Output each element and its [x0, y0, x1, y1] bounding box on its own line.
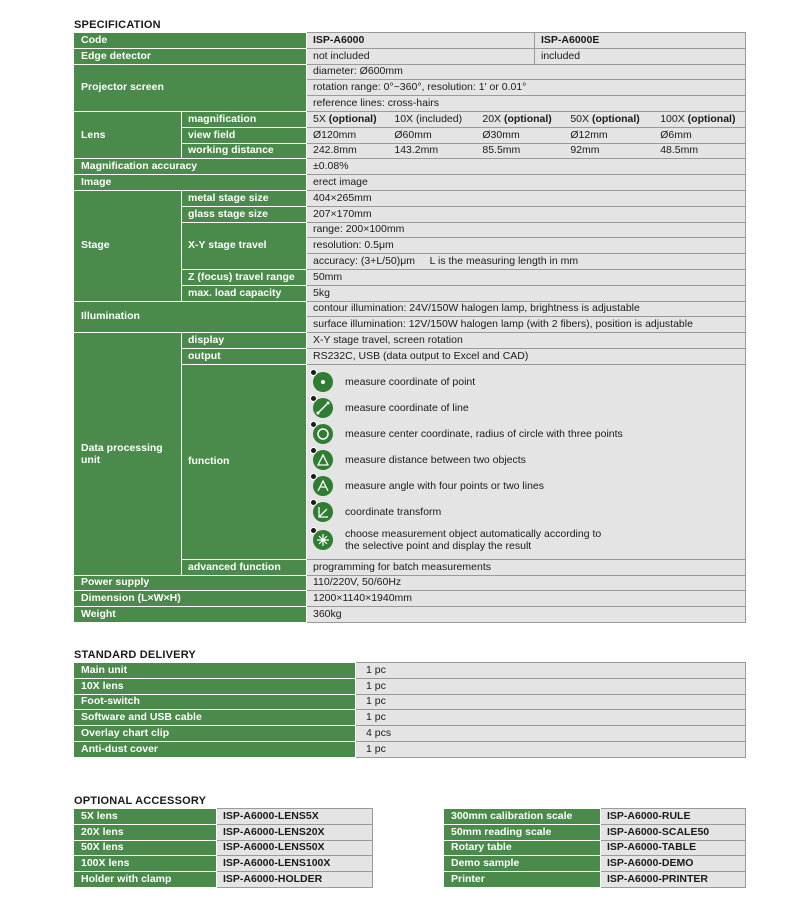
table-row	[75, 872, 373, 888]
function-item	[313, 395, 745, 421]
accessory-code: ISP-A6000-TABLE	[601, 840, 746, 856]
accessory-code: ISP-A6000-PRINTER	[601, 872, 746, 888]
line-icon	[313, 398, 333, 418]
table-row	[75, 663, 746, 679]
lens-working: 242.8mm	[313, 144, 357, 157]
accessory-code: ISP-A6000-RULE	[601, 809, 746, 825]
lens-working: 143.2mm	[394, 144, 439, 157]
function-text: measure angle with four points or two lines	[345, 479, 545, 492]
accessory-item: 50mm reading scale	[445, 824, 601, 840]
lens-working-values	[307, 143, 746, 159]
illumination-label: Illumination	[75, 301, 307, 333]
function-item	[313, 447, 745, 473]
accessory-item: 5X lens	[75, 809, 217, 825]
weight-value: 360kg	[307, 607, 746, 623]
edge-a: not included	[307, 48, 535, 64]
accessory-item: Rotary table	[445, 840, 601, 856]
advanced-function-value: programming for batch measurements	[307, 559, 746, 575]
power-value: 110/220V, 50/60Hz	[307, 575, 746, 591]
data-processing-label: Data processing unit	[75, 333, 182, 575]
function-item	[313, 421, 745, 447]
projector-label: Projector screen	[75, 64, 307, 111]
illumination-line: surface illumination: 12V/150W halogen lamp (with 2 fibers), position is adjustable	[307, 317, 746, 333]
angle-icon	[313, 476, 333, 496]
accessory-code: ISP-A6000-LENS5X	[217, 809, 373, 825]
circle-icon	[313, 424, 333, 444]
z-travel-value: 50mm	[307, 269, 746, 285]
table-row	[445, 856, 746, 872]
function-label: function	[182, 364, 307, 559]
stage-label: Stage	[75, 190, 182, 301]
function-text: measure coordinate of line	[345, 401, 469, 414]
mag-accuracy-value: ±0.08%	[307, 159, 746, 175]
lens-view-values	[307, 127, 746, 143]
lens-view: Ø120mm	[313, 128, 357, 141]
output-value: RS232C, USB (data output to Excel and CAD)	[307, 348, 746, 364]
coordinate-transform-icon	[313, 502, 333, 522]
function-item	[313, 499, 745, 525]
table-row	[75, 741, 746, 757]
xy-travel-line: accuracy: (3+L/50)μm L is the measuring length in mm	[307, 254, 746, 270]
standard-delivery-title: STANDARD DELIVERY	[74, 649, 196, 661]
glass-stage-label: glass stage size	[182, 206, 307, 222]
accessory-item: Holder with clamp	[75, 872, 217, 888]
table-row	[445, 840, 746, 856]
specification-title: SPECIFICATION	[74, 19, 161, 31]
table-row	[75, 824, 373, 840]
weight-label: Weight	[75, 607, 307, 623]
lens-mag: 100X	[660, 112, 685, 125]
delivery-item: Software and USB cable	[75, 710, 356, 726]
delivery-item: Foot-switch	[75, 694, 356, 710]
glass-stage-value: 207×170mm	[307, 206, 746, 222]
lens-magnification-values	[307, 111, 746, 127]
metal-stage-label: metal stage size	[182, 190, 307, 206]
delivery-qty: 1 pc	[356, 694, 746, 710]
lens-magnification-label: magnification	[182, 111, 307, 127]
delivery-item: Overlay chart clip	[75, 726, 356, 742]
function-item	[313, 473, 745, 499]
table-row	[445, 872, 746, 888]
lens-working: 85.5mm	[482, 144, 521, 157]
accessory-code: ISP-A6000-HOLDER	[217, 872, 373, 888]
lens-mag: 50X	[570, 112, 590, 125]
lens-mag-note: (optional)	[328, 112, 377, 125]
display-label: display	[182, 333, 307, 349]
delivery-item: 10X lens	[75, 678, 356, 694]
code-label: Code	[75, 33, 307, 49]
z-travel-label: Z (focus) travel range	[182, 269, 307, 285]
load-label: max. load capacity	[182, 285, 307, 301]
image-value: erect image	[307, 175, 746, 191]
mag-accuracy-label: Magnification accuracy	[75, 159, 307, 175]
projector-line: diameter: Ø600mm	[307, 64, 746, 80]
lens-mag-note: (optional)	[687, 112, 736, 125]
accessory-code: ISP-A6000-LENS20X	[217, 824, 373, 840]
delivery-qty: 1 pc	[356, 710, 746, 726]
table-row	[75, 809, 373, 825]
point-icon	[313, 372, 333, 392]
accessory-item: Demo sample	[445, 856, 601, 872]
table-row	[75, 710, 746, 726]
function-list	[307, 364, 746, 559]
display-value: X-Y stage travel, screen rotation	[307, 333, 746, 349]
accessory-item: 100X lens	[75, 856, 217, 872]
xy-travel-label: X-Y stage travel	[182, 222, 307, 269]
lens-mag-note: (optional)	[591, 112, 640, 125]
metal-stage-value: 404×265mm	[307, 190, 746, 206]
code-a: ISP-A6000	[307, 33, 535, 49]
table-row	[75, 694, 746, 710]
output-label: output	[182, 348, 307, 364]
xy-travel-line: resolution: 0.5μm	[307, 238, 746, 254]
lens-working: 92mm	[570, 144, 600, 157]
accessory-code: ISP-A6000-SCALE50	[601, 824, 746, 840]
dimension-label: Dimension (L×W×H)	[75, 591, 307, 607]
specification-table	[74, 32, 746, 623]
projector-line: rotation range: 0°~360°, resolution: 1' or 0.01°	[307, 80, 746, 96]
table-row	[75, 726, 746, 742]
function-text: measure distance between two objects	[345, 453, 526, 466]
standard-delivery-table	[74, 662, 746, 758]
function-text: choose measurement object automatically according to the selective point and display the result	[345, 527, 602, 552]
delivery-qty: 1 pc	[356, 741, 746, 757]
optional-accessory-table-left	[74, 808, 373, 888]
delivery-qty: 1 pc	[356, 663, 746, 679]
delivery-qty: 4 pcs	[356, 726, 746, 742]
code-b: ISP-A6000E	[535, 33, 746, 49]
accessory-item: Printer	[445, 872, 601, 888]
lens-label: Lens	[75, 111, 182, 158]
accessory-code: ISP-A6000-DEMO	[601, 856, 746, 872]
lens-view: Ø60mm	[394, 128, 432, 141]
optional-accessory-title: OPTIONAL ACCESSORY	[74, 795, 207, 807]
lens-working-label: working distance	[182, 143, 307, 159]
edge-label: Edge detector	[75, 48, 307, 64]
function-item	[313, 369, 745, 395]
function-text: measure center coordinate, radius of circle with three points	[345, 427, 623, 440]
delivery-item: Anti-dust cover	[75, 741, 356, 757]
lens-mag: 20X	[482, 112, 502, 125]
accessory-item: 50X lens	[75, 840, 217, 856]
dimension-value: 1200×1140×1940mm	[307, 591, 746, 607]
lens-mag: 5X	[313, 112, 326, 125]
lens-view-label: view field	[182, 127, 307, 143]
lens-mag-note: (included)	[415, 112, 463, 125]
accessory-code: ISP-A6000-LENS50X	[217, 840, 373, 856]
delivery-item: Main unit	[75, 663, 356, 679]
xy-travel-line: range: 200×100mm	[307, 222, 746, 238]
accessory-item: 300mm calibration scale	[445, 809, 601, 825]
function-item	[313, 525, 745, 555]
lens-view: Ø6mm	[660, 128, 692, 141]
table-row	[75, 678, 746, 694]
edge-b: included	[535, 48, 746, 64]
lens-view: Ø12mm	[570, 128, 608, 141]
optional-accessory-table-right	[444, 808, 746, 888]
load-value: 5kg	[307, 285, 746, 301]
power-label: Power supply	[75, 575, 307, 591]
table-row	[75, 840, 373, 856]
table-row	[445, 809, 746, 825]
table-row	[445, 824, 746, 840]
lens-mag: 10X	[394, 112, 414, 125]
lens-working: 48.5mm	[660, 144, 699, 157]
advanced-function-label: advanced function	[182, 559, 307, 575]
illumination-line: contour illumination: 24V/150W halogen lamp, brightness is adjustable	[307, 301, 746, 317]
accessory-code: ISP-A6000-LENS100X	[217, 856, 373, 872]
projector-line: reference lines: cross-hairs	[307, 96, 746, 112]
accessory-item: 20X lens	[75, 824, 217, 840]
auto-measure-icon	[313, 530, 333, 550]
function-text: coordinate transform	[345, 505, 442, 518]
lens-mag-note: (optional)	[503, 112, 552, 125]
function-text: measure coordinate of point	[345, 375, 476, 388]
image-label: Image	[75, 175, 307, 191]
table-row	[75, 856, 373, 872]
distance-icon	[313, 450, 333, 470]
lens-view: Ø30mm	[482, 128, 520, 141]
delivery-qty: 1 pc	[356, 678, 746, 694]
